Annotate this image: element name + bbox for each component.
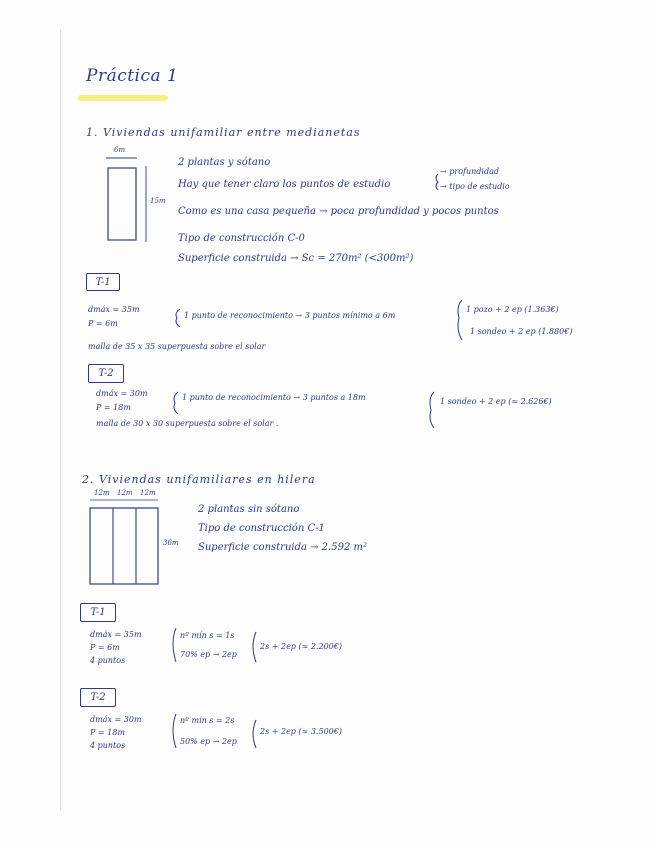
s1-t1-rule: 1 punto de reconocimiento → 3 puntos mínimo a 6m	[184, 311, 396, 320]
s1-t1-option-1: 1 pozo + 2 ep (1.363€)	[466, 305, 559, 314]
s1-t2-option: 1 sondeo + 2 ep (≈ 2.626€)	[440, 397, 552, 406]
s1-t2-rule: 1 punto de reconocimiento → 3 puntos a 18m	[182, 393, 366, 402]
s2-t1-label-box: T-1	[80, 603, 116, 622]
s2-t2-result: 2s + 2ep (≈ 3.500€)	[260, 727, 342, 736]
brace-s2-t2-left	[173, 714, 176, 748]
house-plan-rect	[108, 168, 136, 240]
dim-top-label: 6m	[114, 146, 126, 154]
s1-line-1: 2 plantas y sótano	[178, 157, 271, 168]
s2-dim-side: 36m	[163, 539, 179, 547]
s1-brace-option-1: → profundidad	[440, 167, 499, 176]
brace-t1-right	[458, 300, 462, 340]
s2-t1-pts: 4 puntos	[90, 656, 126, 665]
s1-t2-dmax: dmáx = 30m	[96, 389, 148, 398]
s2-t2-pct: 50% ep → 2ep	[180, 737, 237, 746]
s2-t2-label-box: T-2	[80, 688, 116, 707]
s2-t2-min: nº mín s = 2s	[180, 716, 235, 725]
section-1-heading: 1. Viviendas unifamiliar entre medianetas	[86, 126, 361, 139]
s1-t1-option-2: 1 sondeo + 2 ep (1.880€)	[470, 327, 573, 336]
s1-t2-mesh: malla de 30 x 30 superpuesta sobre el solar .	[96, 419, 279, 428]
row-houses-rect	[90, 508, 158, 584]
section-2-heading: 2. Viviendas unifamiliares en hilera	[82, 473, 316, 486]
s1-t1-p: P = 6m	[88, 319, 118, 328]
brace-s2-t2-right	[253, 720, 256, 748]
s1-line-2: Hay que tener claro los puntos de estudio	[178, 179, 391, 190]
brace-t2-left	[174, 392, 178, 414]
s2-line-2: Tipo de construcción C-1	[198, 523, 325, 534]
brace-1	[436, 174, 438, 190]
s1-t1-mesh: malla de 35 x 35 superpuesta sobre el solar	[88, 342, 266, 351]
s1-t2-p: P = 18m	[96, 403, 131, 412]
s1-t1-label-box: T-1	[86, 273, 120, 291]
s2-t1-result: 2s + 2ep (≈ 2.200€)	[260, 642, 342, 651]
s2-line-1: 2 plantas sin sótano	[198, 504, 300, 515]
s2-dim-top-2: 12m	[117, 489, 133, 497]
s1-line-4: Tipo de construcción C-0	[178, 233, 305, 244]
s2-t1-pct: 70% ep → 2ep	[180, 650, 237, 659]
s2-t2-pts: 4 puntos	[90, 741, 126, 750]
s1-t1-dmax: dmáx = 35m	[88, 305, 140, 314]
s2-line-3: Superficie construida → 2.592 m²	[198, 542, 367, 553]
s2-t1-min: nº mín s = 1s	[180, 631, 235, 640]
s2-t1-p: P = 6m	[90, 643, 120, 652]
page-title: Práctica 1	[86, 66, 179, 86]
s1-t2-label-box: T-2	[88, 364, 124, 383]
s2-t2-dmax: dmáx = 30m	[90, 715, 142, 724]
s2-dim-top-3: 12m	[140, 489, 156, 497]
dim-side-label: 15m	[150, 197, 166, 205]
brace-t2-right	[430, 392, 434, 428]
s2-t1-dmax: dmáx = 35m	[90, 630, 142, 639]
s1-line-3: Como es una casa pequeña → poca profundidad y pocos puntos	[178, 206, 499, 217]
brace-t1-left	[176, 309, 180, 327]
brace-s2-t1-left	[173, 628, 176, 662]
brace-s2-t1-right	[253, 632, 256, 662]
s1-brace-option-2: → tipo de estudio	[440, 182, 510, 191]
s2-t2-p: P = 18m	[90, 728, 125, 737]
s1-line-5: Superficie construida → Sc = 270m² (<300m²)	[178, 253, 414, 264]
s2-dim-top-1: 12m	[94, 489, 110, 497]
